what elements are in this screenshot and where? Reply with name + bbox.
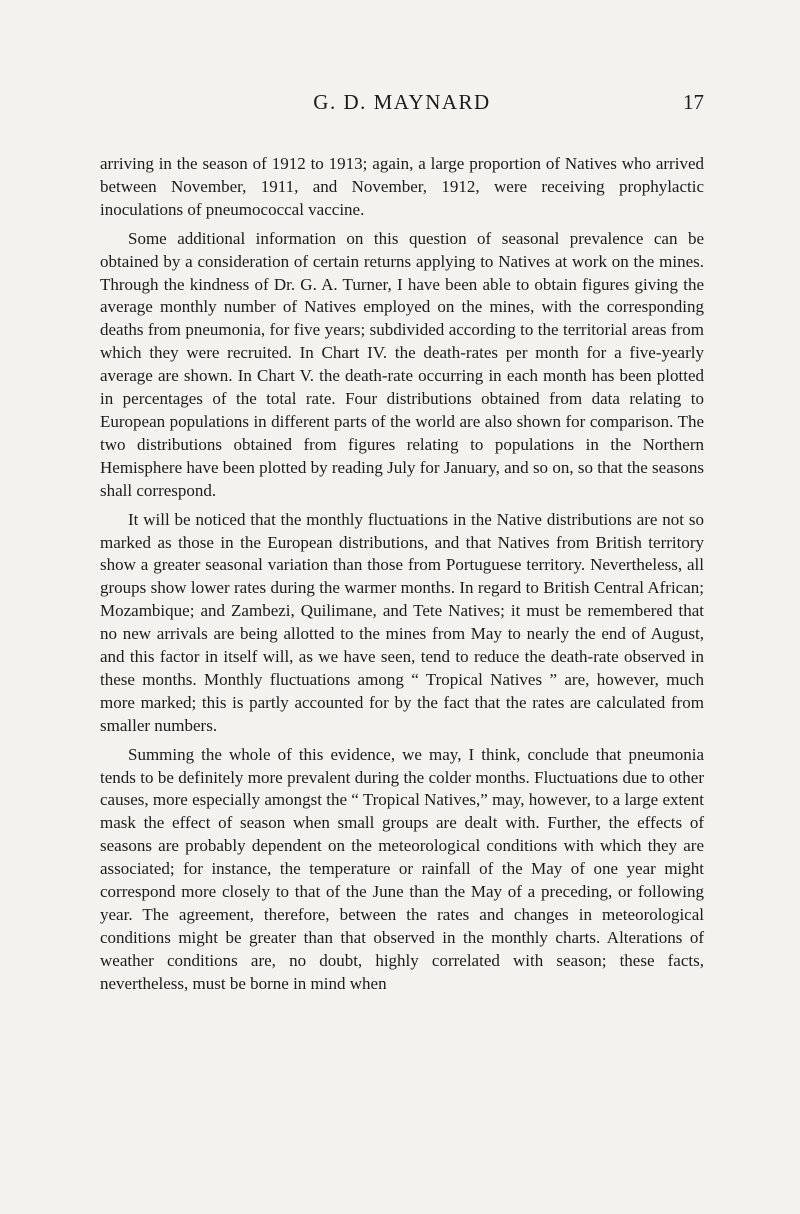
paragraph-summary: Summing the whole of this evidence, we may, I think, conclude that pneumonia tends to be definitely more prevalent during the colder months. Fluctuations due to other causes, more especially amongst the “ Tropical Natives,” may, however, to a large extent mask the effect of season when small groups are dealt with. Further, the effects of seasons are probably dependent on the meteorological conditions with which they are associated; for instance, the temperature or rainfall of the May of one year might correspond more closely to that of the June than the May of a preceding, or following year. The agreement, therefore, between the rates and changes in meteorological conditions might be greater than that observed in the monthly charts. Alterations of weather conditions are, no doubt, highly correlated with season; these facts, nevertheless, must be borne in mind when — [100, 744, 704, 993]
page-number: 17 — [683, 90, 704, 114]
body-text — [100, 153, 704, 1002]
running-head-author: G. D. MAYNARD — [313, 90, 491, 114]
paragraph-seasonal-prevalence: Some additional information on this question of seasonal prevalence can be obtained by a consideration of certain returns applying to Natives at work on the mines. Through the kindness of Dr. G. A. Turner, I have been able to obtain figures giving the average monthly number of Natives employed on the mines, with the corresponding deaths from pneumonia, for five years; subdivided according to the territorial areas from which they were recruited. In Chart IV. the death-rates per month for a five-yearly average are shown. In Chart V. the death-rate occurring in each month has been plotted in percentages of the total rate. Four distributions obtained from data relating to European populations in different parts of the world are also shown for comparison. The two distributions obtained from figures relating to populations in the Northern Hemisphere have been plotted by reading July for January, and so on, so that the seasons shall correspond. — [100, 228, 704, 500]
paragraph-continuation: arriving in the season of 1912 to 1913; again, a large proportion of Natives who arrived between November, 1911, and November, 1912, were receiving prophylactic inoculations of pneumococcal vaccine. — [100, 154, 704, 219]
paragraph-monthly-fluctuations: It will be noticed that the monthly fluctuations in the Native distributions are not so marked as those in the European distributions, and that Natives from British territory show a greater seasonal variation than those from Portuguese territory. Nevertheless, all groups show lower rates during the warmer months. In regard to British Central African; Mozambique; and Zambezi, Quilimane, and Tete Natives; it must be remembered that no new arrivals are being allotted to the mines from May to nearly the end of August, and this factor in itself will, as we have seen, tend to reduce the death-rate observed in these months. Monthly fluctuations among “ Tropical Natives ” are, however, much more marked; this is partly accounted for by the fact that the rates are calculated from smaller numbers. — [100, 509, 704, 735]
running-head — [100, 90, 704, 120]
